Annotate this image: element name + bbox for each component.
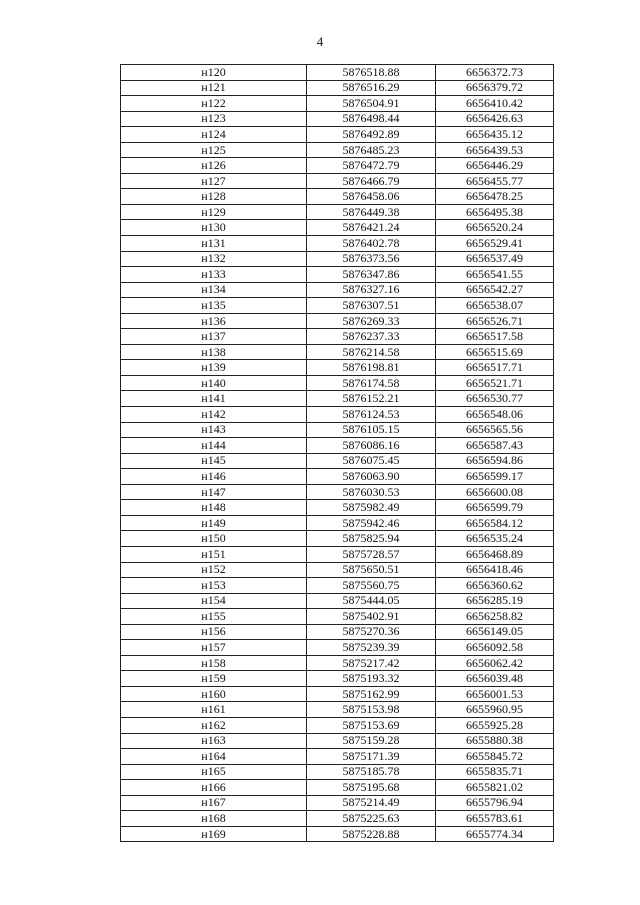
point-id-cell: н123 [121,111,307,127]
x-coordinate-cell: 5875270.36 [307,624,436,640]
y-coordinate-cell: 6656548.06 [436,407,554,423]
table-row [121,189,554,205]
y-coordinate-cell: 6655783.61 [436,811,554,827]
x-coordinate-cell: 5876347.86 [307,267,436,283]
table-row [121,531,554,547]
table-row [121,624,554,640]
x-coordinate-cell: 5876030.53 [307,484,436,500]
point-id-cell: н160 [121,686,307,702]
table-row [121,578,554,594]
x-coordinate-cell: 5876466.79 [307,173,436,189]
x-coordinate-cell: 5876518.88 [307,65,436,81]
point-id-cell: н122 [121,96,307,112]
table-row [121,267,554,283]
table-row [121,484,554,500]
table-row [121,593,554,609]
y-coordinate-cell: 6656515.69 [436,344,554,360]
y-coordinate-cell: 6656418.46 [436,562,554,578]
table-row [121,686,554,702]
y-coordinate-cell: 6656538.07 [436,298,554,314]
x-coordinate-cell: 5875214.49 [307,795,436,811]
point-id-cell: н126 [121,158,307,174]
point-id-cell: н149 [121,515,307,531]
table-row [121,298,554,314]
y-coordinate-cell: 6656285.19 [436,593,554,609]
point-id-cell: н168 [121,811,307,827]
x-coordinate-cell: 5876307.51 [307,298,436,314]
y-coordinate-cell: 6656092.58 [436,640,554,656]
point-id-cell: н134 [121,282,307,298]
y-coordinate-cell: 6655960.95 [436,702,554,718]
y-coordinate-cell: 6656372.73 [436,65,554,81]
y-coordinate-cell: 6656535.24 [436,531,554,547]
point-id-cell: н161 [121,702,307,718]
x-coordinate-cell: 5876327.16 [307,282,436,298]
y-coordinate-cell: 6656446.29 [436,158,554,174]
x-coordinate-cell: 5875162.99 [307,686,436,702]
x-coordinate-cell: 5876402.78 [307,236,436,252]
table-row [121,717,554,733]
table-row [121,795,554,811]
table-row [121,236,554,252]
point-id-cell: н135 [121,298,307,314]
table-row [121,515,554,531]
y-coordinate-cell: 6656149.05 [436,624,554,640]
point-id-cell: н128 [121,189,307,205]
point-id-cell: н147 [121,484,307,500]
y-coordinate-cell: 6656530.77 [436,391,554,407]
y-coordinate-cell: 6656521.71 [436,375,554,391]
y-coordinate-cell: 6656360.62 [436,578,554,594]
point-id-cell: н164 [121,749,307,765]
point-id-cell: н127 [121,173,307,189]
x-coordinate-cell: 5876449.38 [307,204,436,220]
table-row [121,655,554,671]
y-coordinate-cell: 6656537.49 [436,251,554,267]
y-coordinate-cell: 6656587.43 [436,438,554,454]
x-coordinate-cell: 5875185.78 [307,764,436,780]
y-coordinate-cell: 6655821.02 [436,780,554,796]
point-id-cell: н136 [121,313,307,329]
x-coordinate-cell: 5875444.05 [307,593,436,609]
point-id-cell: н167 [121,795,307,811]
x-coordinate-cell: 5875560.75 [307,578,436,594]
table-row [121,251,554,267]
point-id-cell: н141 [121,391,307,407]
x-coordinate-cell: 5875228.88 [307,826,436,842]
x-coordinate-cell: 5875225.63 [307,811,436,827]
point-id-cell: н162 [121,717,307,733]
point-id-cell: н158 [121,655,307,671]
point-id-cell: н146 [121,469,307,485]
y-coordinate-cell: 6655796.94 [436,795,554,811]
point-id-cell: н145 [121,453,307,469]
table-row [121,453,554,469]
y-coordinate-cell: 6656584.12 [436,515,554,531]
point-id-cell: н120 [121,65,307,81]
table-row [121,407,554,423]
x-coordinate-cell: 5876492.89 [307,127,436,143]
x-coordinate-cell: 5876198.81 [307,360,436,376]
x-coordinate-cell: 5875153.98 [307,702,436,718]
point-id-cell: н142 [121,407,307,423]
y-coordinate-cell: 6656541.55 [436,267,554,283]
x-coordinate-cell: 5875402.91 [307,609,436,625]
y-coordinate-cell: 6656062.42 [436,655,554,671]
x-coordinate-cell: 5876504.91 [307,96,436,112]
x-coordinate-cell: 5875171.39 [307,749,436,765]
point-id-cell: н133 [121,267,307,283]
x-coordinate-cell: 5876269.33 [307,313,436,329]
y-coordinate-cell: 6656455.77 [436,173,554,189]
x-coordinate-cell: 5876063.90 [307,469,436,485]
x-coordinate-cell: 5876174.58 [307,375,436,391]
point-id-cell: н150 [121,531,307,547]
x-coordinate-cell: 5876421.24 [307,220,436,236]
point-id-cell: н143 [121,422,307,438]
point-id-cell: н130 [121,220,307,236]
point-id-cell: н121 [121,80,307,96]
table-row [121,65,554,81]
point-id-cell: н157 [121,640,307,656]
y-coordinate-cell: 6656517.58 [436,329,554,345]
y-coordinate-cell: 6655835.71 [436,764,554,780]
y-coordinate-cell: 6656495.38 [436,204,554,220]
x-coordinate-cell: 5875825.94 [307,531,436,547]
point-id-cell: н166 [121,780,307,796]
table-row [121,733,554,749]
table-row [121,313,554,329]
x-coordinate-cell: 5875193.32 [307,671,436,687]
point-id-cell: н169 [121,826,307,842]
point-id-cell: н155 [121,609,307,625]
point-id-cell: н156 [121,624,307,640]
table-row [121,80,554,96]
y-coordinate-cell: 6656600.08 [436,484,554,500]
x-coordinate-cell: 5875159.28 [307,733,436,749]
x-coordinate-cell: 5876105.15 [307,422,436,438]
x-coordinate-cell: 5876485.23 [307,142,436,158]
table-row [121,375,554,391]
y-coordinate-cell: 6656526.71 [436,313,554,329]
point-id-cell: н138 [121,344,307,360]
table-row [121,749,554,765]
x-coordinate-cell: 5875217.42 [307,655,436,671]
table-row [121,282,554,298]
point-id-cell: н153 [121,578,307,594]
point-id-cell: н159 [121,671,307,687]
y-coordinate-cell: 6655774.34 [436,826,554,842]
x-coordinate-cell: 5876516.29 [307,80,436,96]
table-row [121,111,554,127]
y-coordinate-cell: 6656542.27 [436,282,554,298]
table-row [121,344,554,360]
y-coordinate-cell: 6656520.24 [436,220,554,236]
point-id-cell: н140 [121,375,307,391]
x-coordinate-cell: 5876237.33 [307,329,436,345]
x-coordinate-cell: 5876152.21 [307,391,436,407]
table-row [121,329,554,345]
page-number: 4 [316,34,324,49]
point-id-cell: н132 [121,251,307,267]
y-coordinate-cell: 6656565.56 [436,422,554,438]
y-coordinate-cell: 6655880.38 [436,733,554,749]
table-row [121,702,554,718]
y-coordinate-cell: 6656478.25 [436,189,554,205]
x-coordinate-cell: 5876124.53 [307,407,436,423]
y-coordinate-cell: 6656599.17 [436,469,554,485]
table-row [121,422,554,438]
table-row [121,546,554,562]
table-row [121,811,554,827]
y-coordinate-cell: 6656599.79 [436,500,554,516]
table-row [121,640,554,656]
table-row [121,127,554,143]
y-coordinate-cell: 6656258.82 [436,609,554,625]
y-coordinate-cell: 6656001.53 [436,686,554,702]
table-row [121,96,554,112]
point-id-cell: н125 [121,142,307,158]
point-id-cell: н148 [121,500,307,516]
x-coordinate-cell: 5876458.06 [307,189,436,205]
point-id-cell: н139 [121,360,307,376]
x-coordinate-cell: 5876214.58 [307,344,436,360]
table-row [121,469,554,485]
y-coordinate-cell: 6656468.89 [436,546,554,562]
y-coordinate-cell: 6656426.63 [436,111,554,127]
point-id-cell: н131 [121,236,307,252]
y-coordinate-cell: 6655925.28 [436,717,554,733]
table-row [121,671,554,687]
table-row [121,780,554,796]
point-id-cell: н144 [121,438,307,454]
y-coordinate-cell: 6656529.41 [436,236,554,252]
x-coordinate-cell: 5875650.51 [307,562,436,578]
point-id-cell: н124 [121,127,307,143]
point-id-cell: н129 [121,204,307,220]
x-coordinate-cell: 5876472.79 [307,158,436,174]
x-coordinate-cell: 5875153.69 [307,717,436,733]
point-id-cell: н152 [121,562,307,578]
y-coordinate-cell: 6656379.72 [436,80,554,96]
x-coordinate-cell: 5875195.68 [307,780,436,796]
table-row [121,500,554,516]
point-id-cell: н137 [121,329,307,345]
table-row [121,764,554,780]
x-coordinate-cell: 5876498.44 [307,111,436,127]
table-row [121,438,554,454]
table-row [121,220,554,236]
table-row [121,360,554,376]
y-coordinate-cell: 6656594.86 [436,453,554,469]
y-coordinate-cell: 6656039.48 [436,671,554,687]
x-coordinate-cell: 5876086.16 [307,438,436,454]
table-row [121,391,554,407]
coordinates-table [120,64,554,842]
y-coordinate-cell: 6655845.72 [436,749,554,765]
point-id-cell: н151 [121,546,307,562]
table-row [121,204,554,220]
x-coordinate-cell: 5875982.49 [307,500,436,516]
y-coordinate-cell: 6656435.12 [436,127,554,143]
x-coordinate-cell: 5876075.45 [307,453,436,469]
y-coordinate-cell: 6656439.53 [436,142,554,158]
coordinates-table-body [121,65,554,842]
x-coordinate-cell: 5875728.57 [307,546,436,562]
point-id-cell: н163 [121,733,307,749]
y-coordinate-cell: 6656410.42 [436,96,554,112]
x-coordinate-cell: 5876373.56 [307,251,436,267]
table-row [121,609,554,625]
table-row [121,158,554,174]
table-row [121,173,554,189]
point-id-cell: н165 [121,764,307,780]
y-coordinate-cell: 6656517.71 [436,360,554,376]
table-row [121,142,554,158]
table-row [121,826,554,842]
x-coordinate-cell: 5875942.46 [307,515,436,531]
table-row [121,562,554,578]
point-id-cell: н154 [121,593,307,609]
x-coordinate-cell: 5875239.39 [307,640,436,656]
